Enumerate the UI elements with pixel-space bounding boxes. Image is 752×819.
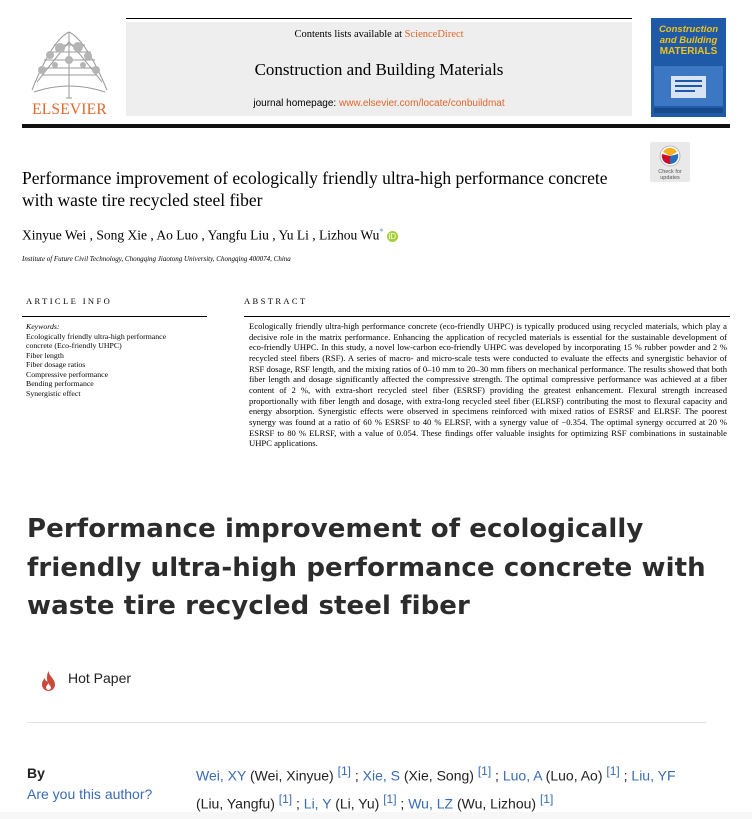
are-you-this-author-link[interactable]: Are you this author? [27,786,153,802]
keywords-block [26,322,206,398]
section-divider [27,722,706,723]
corresponding-mark: * [379,227,384,236]
svg-text:Check for: Check for [658,169,682,175]
author-separator: ; [292,795,304,812]
homepage-prefix: journal homepage: [253,98,339,109]
cover-line-3: MATERIALS [659,46,718,57]
check-for-updates-badge[interactable] [648,142,692,186]
hot-paper-label: Hot Paper [68,670,132,686]
author-ref[interactable]: [1] [539,791,554,806]
author-ref[interactable]: [1] [383,791,397,806]
keyword-item: Fiber length [26,350,64,360]
author-link[interactable]: Luo, A [502,767,542,784]
author-separator: ; [396,795,409,812]
article-info-rule [22,316,207,317]
orcid-icon[interactable]: iD [388,231,397,241]
author-full-name: (Li, Yu) [335,795,380,812]
cover-line-1: Construction [658,24,719,35]
author-line [22,227,622,244]
author-link[interactable]: Liu, YF [631,767,676,784]
author-names: Xinyue Wei , Song Xie , Ao Luo , Yangfu Liu , Yu Li , Lizhou Wu [22,227,380,243]
homepage-link[interactable]: www.elsevier.com/locate/conbuildmat [338,98,505,109]
keyword-item: Bending performance [26,379,94,388]
author-link[interactable]: Wu, LZ [408,795,454,812]
author-ref[interactable]: [1] [477,764,492,778]
cover-title [651,24,726,57]
svg-text:updates: updates [660,175,680,181]
abstract-heading: ABSTRACT [244,296,308,306]
author-full-name: (Wei, Xinyue) [249,767,334,784]
author-link[interactable]: Xie, S [362,767,400,784]
author-ref[interactable]: [1] [337,764,351,778]
record-title: Performance improvement of ecologically friendly ultra-high performance concrete with waste tire recycled steel fiber [27,514,706,621]
affiliation: Institute of Future Civil Technology, Chongqing Jiaotong University, Chongqing 400074, China [22,255,291,263]
header-rule [22,124,730,128]
abstract-rule [244,316,730,317]
author-link[interactable]: Li, Y [303,795,332,812]
author-full-name: (Liu, Yangfu) [196,795,275,812]
author-link[interactable]: Wei, XY [196,767,247,784]
elsevier-wordmark: ELSEVIER [32,101,107,118]
keyword-item: Synergistic effect [26,388,81,398]
author-separator: ; [619,767,632,784]
author-full-name: (Wu, Lizhou) [456,795,537,812]
keyword-item: Compressive performance [26,369,109,379]
bottom-shade [0,812,752,819]
article-info-heading: ARTICLE INFO [26,296,113,306]
record-author-list [196,760,706,815]
author-full-name: (Xie, Song) [403,767,474,784]
contents-line [126,29,632,40]
keyword-item: Ecologically friendly ultra-high performance [26,331,167,341]
keyword-item: concrete (Eco-friendly UHPC) [26,341,122,350]
author-separator: ; [491,767,503,784]
header-top-rule [126,18,632,19]
contents-prefix: Contents lists available at [294,29,405,40]
by-label: By [27,765,45,781]
homepage-line [126,98,632,109]
author-full-name: (Luo, Ao) [545,767,603,784]
flame-icon [40,670,57,692]
journal-name: Construction and Building Materials [254,60,504,79]
author-ref[interactable]: [1] [278,791,293,806]
keywords-heading: Keywords: [26,322,60,331]
abstract-body: Ecologically friendly ultra-high performance concrete (eco-friendly UHPC) is typically produced using recycled materials, which play a decisive role in the matrix performance. Enhancing the application of recycled materials is essential for the sustainable development of eco-friendly UHPC. In this study, a novel low-carbon eco-friendly UHPC was developed by incorporating 15 % rubber powder and 2 % recycled steel fibers (RSF). A series of macro- and micro-scale tests were conducted to evaluate the effects and synergistic behavior of RSF dosage, RSF length, and the mixing ratios of 0–10 mm to 20–30 mm fibers on mechanical performance. The results showed that both fiber length and dosage significantly affected the compressive strength. The optimal compressive performance was achieved at a fiber content of 2 %, with extra-short recycled steel fiber (ESRSF) providing the greatest enhancement. Flexural strength increased proportionally with fiber length and dosage, with extra-long recycled steel fiber (ELRSF) contributing the most to flexural capacity and energy absorption. Synergistic effects were observed in specimens reinforced with mixed ratios of ESRSF and ELRSF. The poorest synergy was found at a ratio of 60 % ESRSF to 40 % ELRSF, with a synergy value of −0.354. The optimal synergy occurred at 20 % ESRSF to 80 % ELRSF, with a value of 0.054. These findings offer valuable insights for optimizing RSF combinations in sustainable UHPC applications. [249,321,727,449]
crossmark-icon [648,142,692,186]
cover-line-2: and Building [659,35,718,46]
author-ref[interactable]: [1] [606,764,620,778]
sciencedirect-link[interactable]: ScienceDirect [404,29,464,40]
keyword-item: Fiber dosage ratios [26,360,86,369]
article-title: Performance improvement of ecologically friendly ultra-high performance concrete with waste tire recycled steel fiber [22,168,608,210]
author-separator: ; [350,767,363,784]
